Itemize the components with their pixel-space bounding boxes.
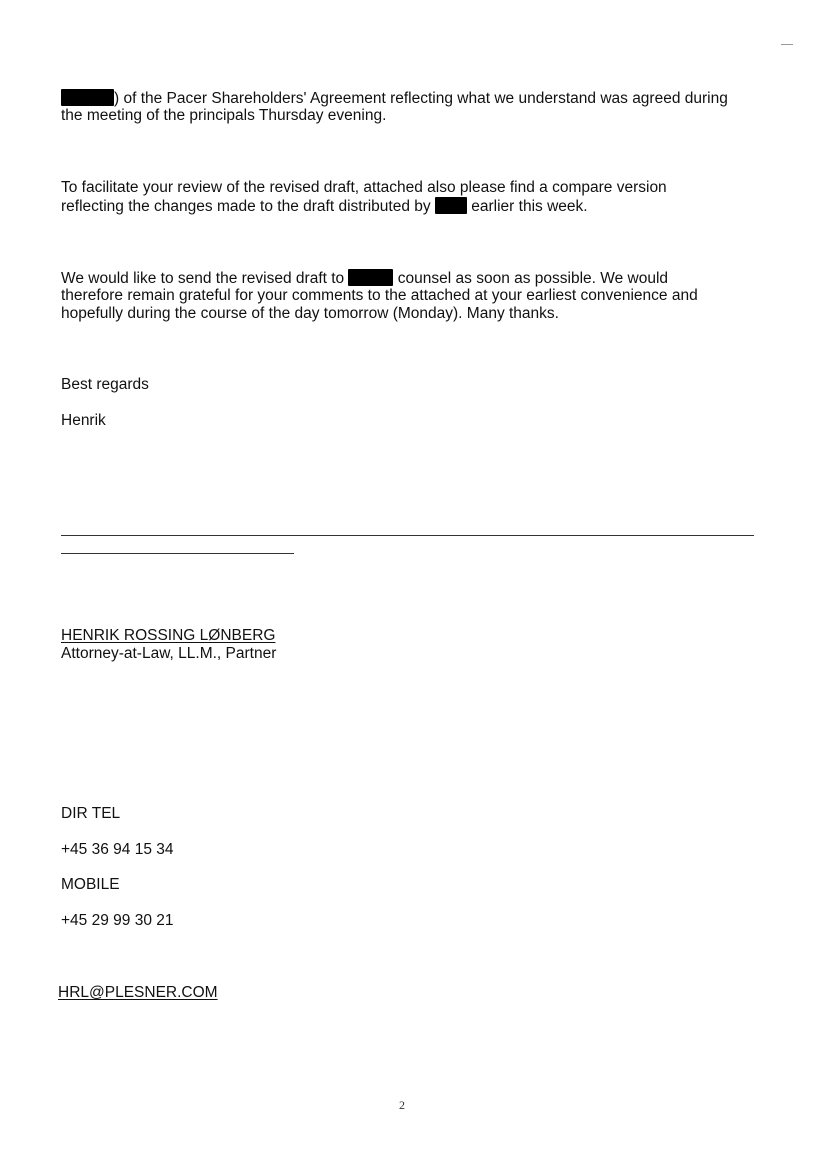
paragraph-3-line-1 (61, 269, 668, 288)
mobile-number: +45 29 99 30 21 (61, 912, 174, 929)
paragraph-2-line-1: To facilitate your review of the revised draft, attached also please find a compare version (61, 179, 667, 196)
paragraph-1-line-1 (61, 89, 728, 108)
paragraph-3-line-2: therefore remain grateful for your comments to the attached at your earliest convenience and (61, 287, 698, 304)
paragraph-1-line-2: the meeting of the principals Thursday evening. (61, 107, 387, 124)
paragraph-2-line-2-after: earlier this week. (466, 198, 588, 215)
paragraph-3-line-1-after: counsel as soon as possible. We would (393, 270, 669, 287)
paragraph-3-line-3: hopefully during the course of the day tomorrow (Monday). Many thanks. (61, 305, 559, 322)
paragraph-2-line-2-before: reflecting the changes made to the draft distributed by (61, 198, 435, 215)
dir-tel-number: +45 36 94 15 34 (61, 841, 174, 858)
email-link[interactable]: HRL@PLESNER.COM (58, 984, 218, 1001)
redaction-box (61, 89, 114, 106)
separator-rule (61, 535, 754, 536)
separator-rule-short (61, 553, 294, 554)
redaction-box (348, 269, 393, 286)
paragraph-3-line-1-before: We would like to send the revised draft to (61, 270, 349, 287)
closing-name: Henrik (61, 412, 106, 429)
signature-title: Attorney-at-Law, LL.M., Partner (61, 645, 277, 662)
corner-mark (781, 44, 793, 45)
paragraph-2-line-2 (61, 197, 588, 216)
closing-salutation: Best regards (61, 376, 149, 393)
page-number: 2 (399, 1098, 405, 1112)
redaction-box (435, 197, 467, 214)
mobile-label: MOBILE (61, 876, 120, 893)
signature-name: HENRIK ROSSING LØNBERG (61, 627, 276, 644)
paragraph-1-line-1-text: ) of the Pacer Shareholders' Agreement reflecting what we understand was agreed during (114, 90, 728, 107)
dir-tel-label: DIR TEL (61, 805, 121, 822)
